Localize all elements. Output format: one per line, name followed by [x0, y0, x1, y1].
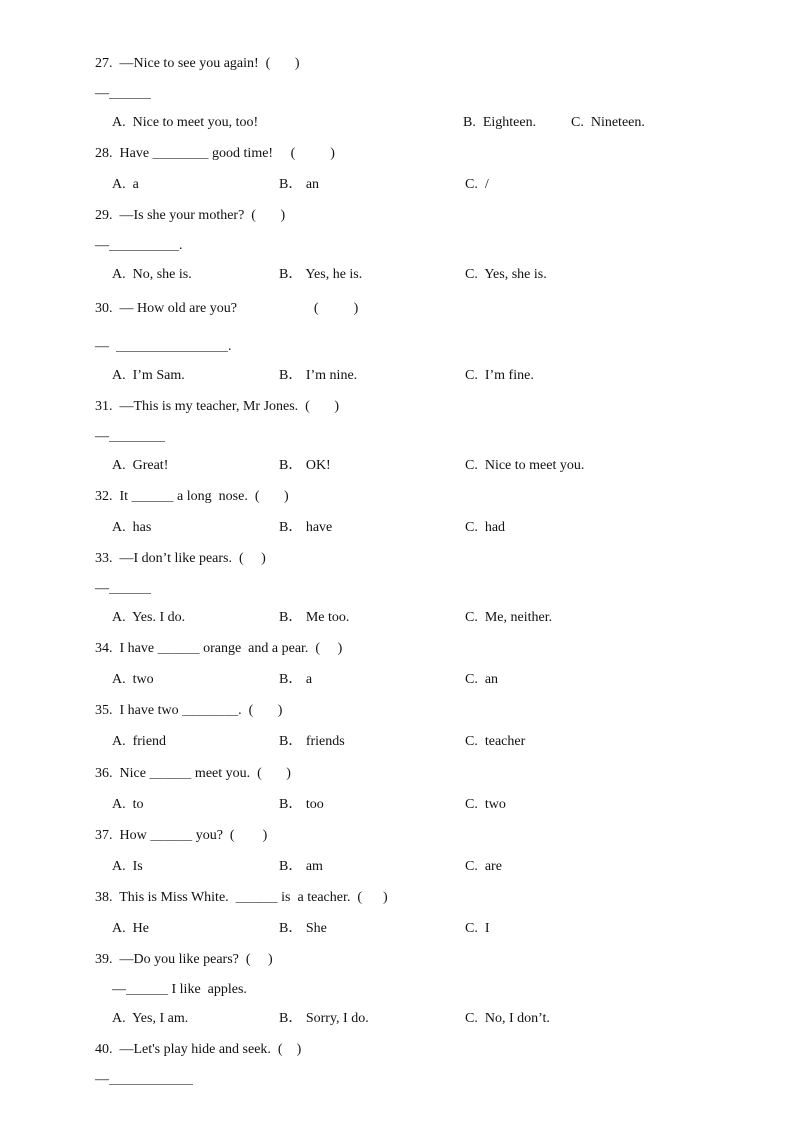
- question-27-option-c[interactable]: C. Nineteen.: [571, 115, 645, 130]
- question-37-option-c[interactable]: C. are: [465, 859, 502, 874]
- question-28-option-b[interactable]: B． an: [279, 177, 320, 192]
- question-33-option-a[interactable]: A. Yes. I do.: [112, 610, 186, 625]
- question-33-answer-line: —＿＿＿: [95, 581, 151, 596]
- question-36-option-c[interactable]: C. two: [465, 797, 506, 812]
- question-32-option-c[interactable]: C. had: [465, 520, 506, 535]
- question-35-option-a[interactable]: A. friend: [112, 734, 167, 749]
- question-34-option-a[interactable]: A. two: [112, 672, 154, 687]
- question-31-option-b[interactable]: B． OK!: [279, 458, 331, 473]
- question-37-stem: 37. How ＿＿＿ you? ( ): [95, 828, 268, 843]
- question-30-option-b[interactable]: B． I’m nine.: [279, 368, 358, 383]
- question-32-option-b[interactable]: B． have: [279, 520, 333, 535]
- question-35-option-c[interactable]: C. teacher: [465, 734, 526, 749]
- question-29-answer-line: —＿＿＿＿＿.: [95, 238, 183, 253]
- question-34-option-c[interactable]: C. an: [465, 672, 499, 687]
- question-32-option-a[interactable]: A. has: [112, 520, 152, 535]
- question-37-option-b[interactable]: B． am: [279, 859, 323, 874]
- question-29-option-c[interactable]: C. Yes, she is.: [465, 267, 547, 282]
- question-29-stem: 29. —Is she your mother? ( ): [95, 208, 286, 223]
- question-31-answer-line: —＿＿＿＿: [95, 429, 165, 444]
- question-36-option-b[interactable]: B． too: [279, 797, 324, 812]
- question-30-stem: 30. — How old are you? ( ): [95, 301, 359, 316]
- question-38-option-b[interactable]: B． She: [279, 921, 327, 936]
- question-29-option-a[interactable]: A. No, she is.: [112, 267, 192, 282]
- question-30-option-c[interactable]: C. I’m fine.: [465, 368, 534, 383]
- question-35-stem: 35. I have two ＿＿＿＿. ( ): [95, 703, 283, 718]
- question-30-answer-line: — ＿＿＿＿＿＿＿＿.: [95, 339, 232, 354]
- question-39-option-a[interactable]: A. Yes, I am.: [112, 1011, 189, 1026]
- question-27-option-a[interactable]: A. Nice to meet you, too!: [112, 115, 259, 130]
- question-34-option-b[interactable]: B． a: [279, 672, 313, 687]
- question-28-option-c[interactable]: C. /: [465, 177, 489, 192]
- question-28-stem: 28. Have ＿＿＿＿ good time! ( ): [95, 146, 335, 161]
- question-38-stem: 38. This is Miss White. ＿＿＿ is a teacher. ( ): [95, 890, 388, 905]
- question-27-option-b[interactable]: B. Eighteen.: [463, 115, 537, 130]
- question-36-option-a[interactable]: A. to: [112, 797, 144, 812]
- question-33-stem: 33. —I don’t like pears. ( ): [95, 551, 266, 566]
- question-27-answer-line: —＿＿＿: [95, 86, 151, 101]
- question-40-stem: 40. —Let's play hide and seek. ( ): [95, 1042, 302, 1057]
- question-36-stem: 36. Nice ＿＿＿ meet you. ( ): [95, 766, 291, 781]
- question-33-option-c[interactable]: C. Me, neither.: [465, 610, 553, 625]
- question-30-option-a[interactable]: A. I’m Sam.: [112, 368, 185, 383]
- question-34-stem: 34. I have ＿＿＿ orange and a pear. ( ): [95, 641, 343, 656]
- question-27-stem: 27. —Nice to see you again! ( ): [95, 56, 300, 71]
- question-32-stem: 32. It ＿＿＿ a long nose. ( ): [95, 489, 289, 504]
- question-31-option-a[interactable]: A. Great!: [112, 458, 169, 473]
- question-31-option-c[interactable]: C. Nice to meet you.: [465, 458, 585, 473]
- question-28-option-a[interactable]: A. a: [112, 177, 139, 192]
- question-39-option-b[interactable]: B． Sorry, I do.: [279, 1011, 369, 1026]
- question-35-option-b[interactable]: B． friends: [279, 734, 345, 749]
- question-29-option-b[interactable]: B． Yes, he is.: [279, 267, 363, 282]
- question-40-answer-line: —＿＿＿＿＿＿: [95, 1072, 193, 1087]
- question-38-option-c[interactable]: C. I: [465, 921, 490, 936]
- question-38-option-a[interactable]: A. He: [112, 921, 149, 936]
- question-37-option-a[interactable]: A. Is: [112, 859, 143, 874]
- question-31-stem: 31. —This is my teacher, Mr Jones. ( ): [95, 399, 340, 414]
- question-39-option-c[interactable]: C. No, I don’t.: [465, 1011, 550, 1026]
- question-39-stem: 39. —Do you like pears? ( ): [95, 952, 273, 967]
- question-39-answer-line: —＿＿＿ I like apples.: [112, 982, 247, 997]
- question-33-option-b[interactable]: B． Me too.: [279, 610, 350, 625]
